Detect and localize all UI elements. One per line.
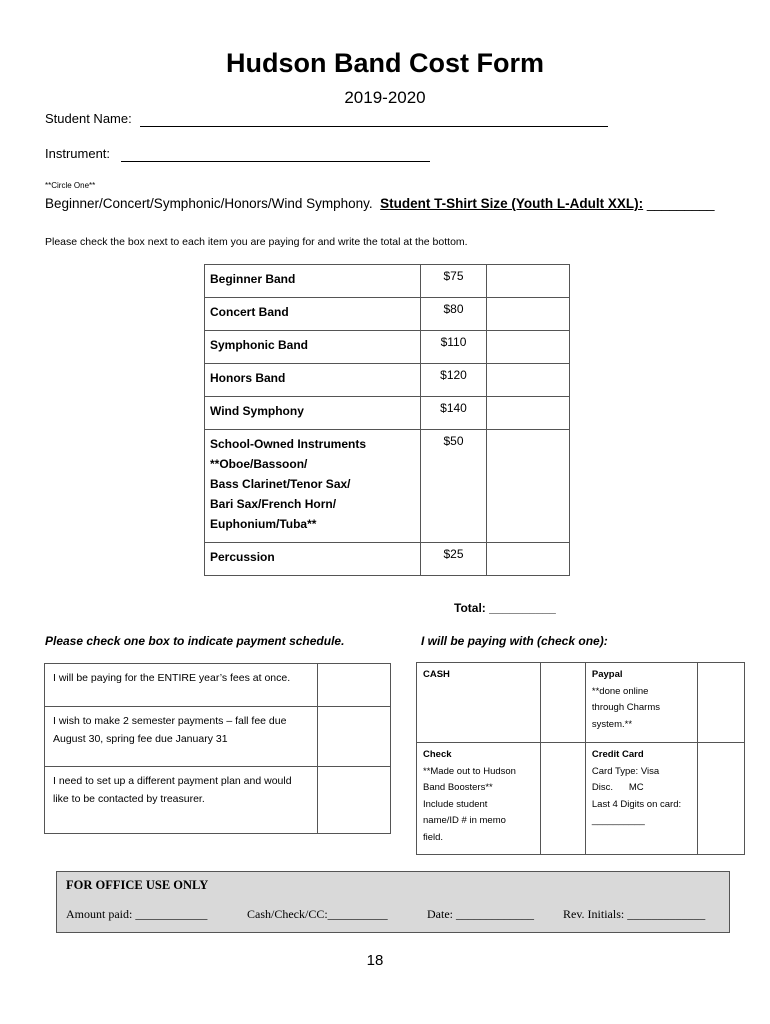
cost-item-price: $110: [421, 331, 487, 364]
schedule-heading: Please check one box to indicate payment schedule.: [45, 634, 345, 648]
method-row: [417, 663, 745, 743]
circle-one-note: **Circle One**: [45, 181, 96, 190]
level-line: [45, 196, 714, 211]
method-detail: **done online: [591, 685, 649, 697]
cost-item-price: $140: [421, 397, 487, 430]
method-detail: name/ID # in memo: [423, 815, 506, 826]
method-title: Credit Card: [591, 749, 644, 760]
page-title: Hudson Band Cost Form: [226, 48, 544, 78]
band-levels: Beginner/Concert/Symphonic/Honors/Wind Symphony.: [45, 196, 373, 211]
instrument-field[interactable]: [121, 161, 430, 162]
cost-row: [205, 298, 570, 331]
method-cash: [417, 663, 541, 743]
schedule-row: [45, 767, 391, 834]
schedule-checkbox[interactable]: [318, 664, 391, 707]
student-name-field[interactable]: [140, 126, 608, 127]
method-title: CASH: [423, 669, 450, 680]
schedule-option: I will be paying for the ENTIRE year’s fees at once.: [45, 664, 318, 707]
student-name-label: Student Name:: [45, 111, 132, 126]
method-detail: Card Type: Visa: [591, 765, 660, 777]
schedule-checkbox[interactable]: [318, 767, 391, 834]
cost-item-checkbox[interactable]: [487, 265, 570, 298]
cost-row: [205, 543, 570, 576]
cost-item-price: $120: [421, 364, 487, 397]
instructions: Please check the box next to each item you are paying for and write the total at the bottom.: [45, 236, 468, 248]
schedule-option: I need to set up a different payment plan and would like to be contacted by treasurer.: [45, 767, 318, 834]
cost-item-checkbox[interactable]: [487, 364, 570, 397]
cost-row: [205, 265, 570, 298]
schedule-row: [45, 707, 391, 767]
tshirt-size-field[interactable]: _________: [646, 196, 715, 211]
total-field[interactable]: Total: __________: [454, 601, 556, 615]
office-use-box: [56, 871, 730, 933]
schedule-row: [45, 664, 391, 707]
cost-table: [204, 264, 570, 576]
date-field[interactable]: Date: _____________: [427, 907, 534, 921]
school-year: 2019-2020: [344, 88, 426, 107]
method-detail: **Made out to Hudson: [423, 765, 516, 777]
cost-item-name-line: **Oboe/Bassoon/: [210, 457, 308, 471]
cost-item-checkbox[interactable]: [487, 331, 570, 364]
cost-item-price: $75: [421, 265, 487, 298]
method-check: [417, 743, 541, 855]
method-detail: through Charms: [591, 702, 661, 713]
method-checkbox[interactable]: [698, 743, 745, 855]
method-detail: Include student: [423, 798, 488, 810]
cost-item-name-line: Bass Clarinet/Tenor Sax/: [210, 477, 351, 491]
cost-item-price: $50: [421, 430, 487, 543]
method-checkbox[interactable]: [541, 663, 586, 743]
method-checkbox[interactable]: [698, 663, 745, 743]
cost-item-name-line: Euphonium/Tuba**: [210, 517, 317, 531]
method-credit-card: [585, 743, 697, 855]
cost-row: [205, 397, 570, 430]
payment-method-table: [416, 662, 745, 855]
method-checkbox[interactable]: [541, 743, 586, 855]
method-title: Paypal: [591, 669, 623, 680]
method-detail: Disc. MC: [591, 782, 644, 793]
cost-row: [205, 430, 570, 543]
method-detail: field.: [423, 831, 444, 843]
cash-check-cc-field[interactable]: Cash/Check/CC:__________: [247, 907, 388, 921]
cost-row: [205, 331, 570, 364]
office-heading: FOR OFFICE USE ONLY: [66, 878, 209, 892]
method-detail: Band Boosters**: [423, 782, 493, 793]
tshirt-size-label: Student T-Shirt Size (Youth L-Adult XXL):: [380, 196, 644, 211]
cost-item-name: Concert Band: [205, 298, 421, 331]
cost-item-price: $80: [421, 298, 487, 331]
method-detail: system.**: [591, 718, 633, 730]
schedule-table: [44, 663, 391, 834]
method-paypal: [585, 663, 697, 743]
cost-item-name: Percussion: [205, 543, 421, 576]
instrument-label: Instrument:: [45, 146, 111, 161]
card-digits-field[interactable]: __________: [591, 815, 645, 826]
cost-item-name-line: School-Owned Instruments: [210, 437, 367, 451]
cost-item-price: $25: [421, 543, 487, 576]
cost-row: [205, 364, 570, 397]
cost-item-name: Wind Symphony: [205, 397, 421, 430]
rev-initials-field[interactable]: Rev. Initials: _____________: [563, 907, 706, 921]
amount-paid-field[interactable]: Amount paid: ____________: [66, 907, 208, 921]
cost-item-name: Beginner Band: [205, 265, 421, 298]
method-row: [417, 743, 745, 855]
method-title: Check: [423, 749, 452, 760]
cost-item-checkbox[interactable]: [487, 430, 570, 543]
cost-item-checkbox[interactable]: [487, 397, 570, 430]
page-number: 18: [366, 952, 384, 969]
schedule-checkbox[interactable]: [318, 707, 391, 767]
cost-item-name: [205, 430, 421, 543]
cost-item-checkbox[interactable]: [487, 543, 570, 576]
cost-item-name: Symphonic Band: [205, 331, 421, 364]
methods-heading: I will be paying with (check one):: [421, 634, 608, 648]
schedule-option: I wish to make 2 semester payments – fall fee due August 30, spring fee due January 31: [45, 707, 318, 767]
cost-item-checkbox[interactable]: [487, 298, 570, 331]
method-detail: Last 4 Digits on card:: [591, 798, 682, 810]
cost-item-name-line: Bari Sax/French Horn/: [210, 497, 337, 511]
cost-item-name: Honors Band: [205, 364, 421, 397]
